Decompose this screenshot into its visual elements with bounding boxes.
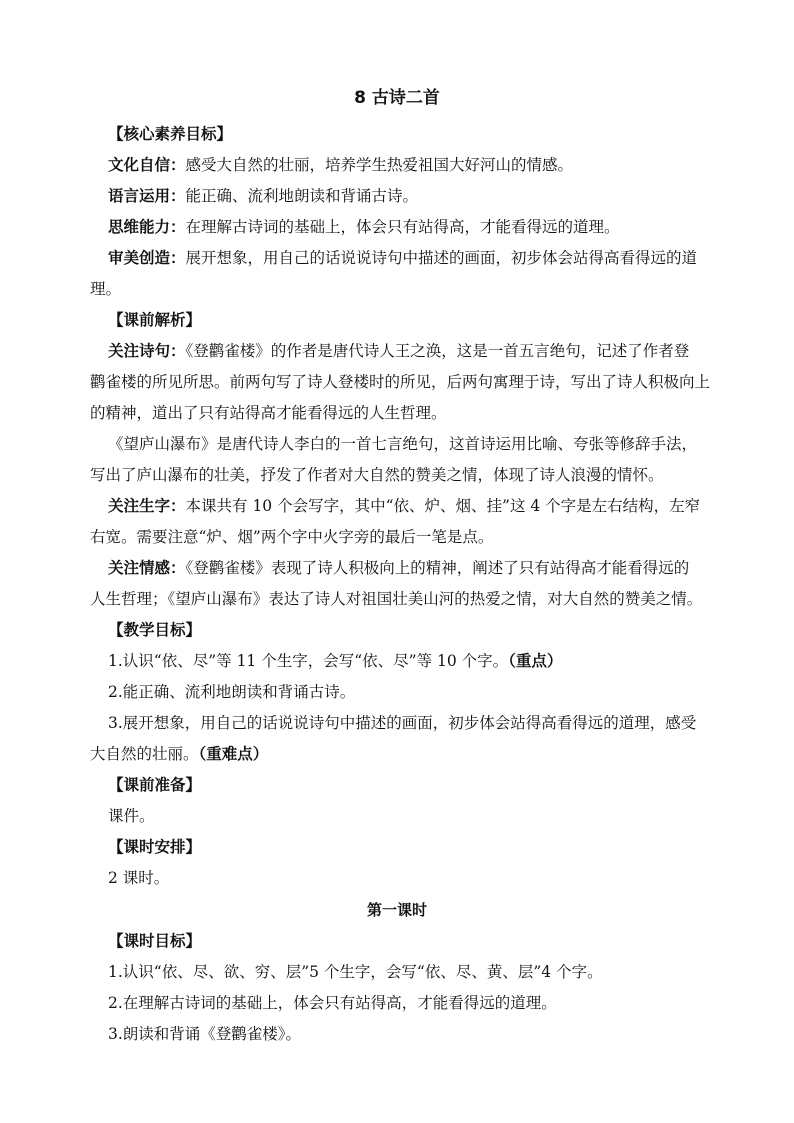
core-goal-text: 在理解古诗词的基础上，体会只有站得高，才能看得远的道理。 <box>185 218 620 236</box>
lesson1-heading: 第一课时 <box>366 901 427 919</box>
lesson1-goals-heading: 【课时目标】 <box>108 932 202 950</box>
analysis-poem-line <box>108 339 718 363</box>
core-goal-label: 审美创造： <box>108 249 186 267</box>
core-goal-culture <box>108 153 718 177</box>
core-goal-text: 展开想象，用自己的话说说诗句中描述的画面，初步体会站得高看得远的道 <box>185 249 698 267</box>
prep-text: 课件。 <box>108 807 155 825</box>
teaching-goal-2: 2.能正确、流利地朗读和背诵古诗。 <box>108 683 356 701</box>
analysis-emotion-text: 《登鹳雀楼》表现了诗人积极向上的精神，阐述了只有站得高才能看得远的 <box>185 559 690 577</box>
core-goal-label: 思维能力： <box>108 218 186 236</box>
page-title: 8 古诗二首 <box>354 88 440 108</box>
core-goal-label: 语言运用： <box>108 187 186 205</box>
teaching-goals-heading: 【教学目标】 <box>108 621 202 639</box>
lesson1-goal-2: 2.在理解古诗词的基础上，体会只有站得高，才能看得远的道理。 <box>108 994 557 1012</box>
schedule-text: 2 课时。 <box>108 869 170 887</box>
teaching-goal-3: 3.展开想象，用自己的话说说诗句中描述的画面，初步体会站得高看得远的道理，感受 <box>108 714 697 732</box>
lesson1-goal-1: 1.认识“依、尽、欲、穷、层”5 个生字，会写“依、尽、黄、层”4 个字。 <box>108 963 603 981</box>
schedule-heading: 【课时安排】 <box>108 838 202 856</box>
core-goal-thinking <box>108 215 718 239</box>
analysis-chars-line: 右宽。需要注意“炉、烟”两个字中火字旁的最后一笔是点。 <box>90 528 494 546</box>
core-goals-heading: 【核心素养目标】 <box>108 125 233 143</box>
analysis-emotion-label: 关注情感： <box>108 559 186 577</box>
prep-heading: 【课前准备】 <box>108 776 202 794</box>
analysis-chars-text: 本课共有 10 个会写字，其中“依、炉、烟、挂”这 4 个字是左右结构，左窄 <box>185 497 701 515</box>
analysis-poem-text: 《登鹳雀楼》的作者是唐代诗人王之涣，这是一首五言绝句，记述了作者登 <box>185 342 690 360</box>
analysis-poem-label: 关注诗句： <box>108 342 186 360</box>
core-goal-language <box>108 184 718 208</box>
analysis-lushan-line: 写出了庐山瀑布的壮美，抒发了作者对大自然的赞美之情，体现了诗人浪漫的情怀。 <box>90 466 664 484</box>
analysis-emotion-line: 人生哲理；《望庐山瀑布》表达了诗人对祖国壮美山河的热爱之情，对大自然的赞美之情。 <box>90 590 703 608</box>
teaching-goal-3-cont <box>90 742 718 766</box>
core-goal-text: 感受大自然的壮丽，培养学生热爱祖国大好河山的情感。 <box>185 156 574 174</box>
core-goal-aesthetic <box>108 246 718 270</box>
core-goal-text: 能正确、流利地朗读和背诵古诗。 <box>185 187 419 205</box>
teaching-goal-text: 1.认识“依、尽”等 11 个生字，会写“依、尽”等 10 个字。 <box>108 652 509 670</box>
analysis-lushan-line: 《望庐山瀑布》是唐代诗人李白的一首七言绝句，这首诗运用比喻、夸张等修辞手法， <box>108 435 698 453</box>
teaching-goal-text: 大自然的壮丽。 <box>90 745 199 763</box>
analysis-chars-line <box>108 494 718 518</box>
analysis-chars-label: 关注生字： <box>108 497 186 515</box>
teaching-goal-1 <box>108 649 718 673</box>
difficult-point-mark: （重难点） <box>198 745 269 763</box>
analysis-emotion-line <box>108 556 718 580</box>
analysis-poem-line: 鹳雀楼的所见所思。前两句写了诗人登楼时的所见，后两句寓理于诗，写出了诗人积极向上 <box>90 373 711 391</box>
core-goal-aesthetic-cont: 理。 <box>90 280 122 298</box>
lesson1-goal-3: 3.朗读和背诵《登鹳雀楼》。 <box>108 1025 302 1043</box>
core-goal-label: 文化自信： <box>108 156 186 174</box>
analysis-poem-line: 的精神，道出了只有站得高才能看得远的人生哲理。 <box>90 404 447 422</box>
analysis-heading: 【课前解析】 <box>108 311 202 329</box>
key-point-mark: （重点） <box>508 652 563 670</box>
